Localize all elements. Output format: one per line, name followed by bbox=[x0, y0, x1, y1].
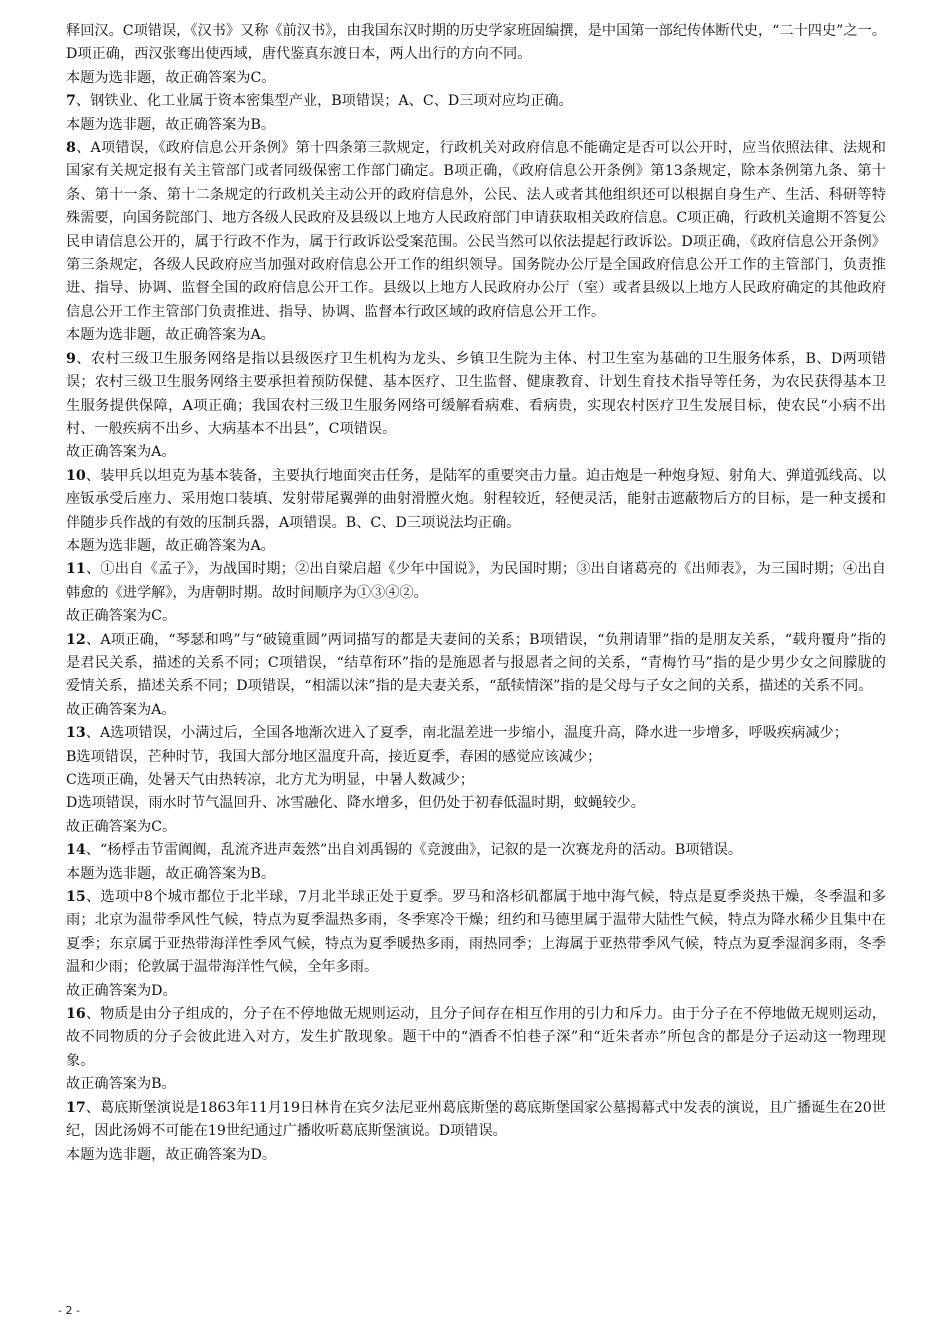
question-explanation-paragraph bbox=[66, 839, 886, 862]
answer-paragraph bbox=[66, 863, 886, 886]
question-explanation-paragraph bbox=[66, 348, 886, 442]
answer-paragraph bbox=[66, 605, 886, 628]
answer-paragraph bbox=[66, 67, 886, 90]
paragraph-text: 故正确答案为C。 bbox=[66, 608, 177, 625]
paragraph-text: 、A项错误，《政府信息公开条例》第十四条第三款规定，行政机关对政府信息不能确定是否可以公开时，应当依照法律、法规和国家有关规定报有关主管部门或者同级保密工作部门确定。B项正确，《政府信息公开条例》第13条规定，除本条例第九条、第十条、第十一条、第十二条规定的行政机关主动公开的政府信息外，公民、法人或者其他组织还可以根据自身生产、生活、科研等特殊需要，向国务院部门、地方各级人民政府及县级以上地方人民政府部门申请获取相关政府信息。C项正确，行政机关逾期不答复公民申请信息公开的，属于行政不作为，属于行政诉讼受案范围。公民当然可以依法提起行政诉讼。D项正确，《政府信息公开条例》第三条规定，各级人民政府应当加强对政府信息公开工作的组织领导。国务院办公厅是全国政府信息公开工作的主管部门，负责推进、指导、协调、监督全国的政府信息公开工作。县级以上地方人民政府办公厅（室）或者县级以上地方人民政府确定的其他政府信息公开工作主管部门负责推进、指导、协调、监督本行政区域的政府信息公开工作。 bbox=[66, 140, 886, 320]
paragraph-text: 故正确答案为B。 bbox=[66, 1076, 176, 1093]
paragraph-text: 、选项中8个城市都位于北半球，7月北半球正处于夏季。罗马和洛杉矶都属于地中海气候，特点是夏季炎热干燥，冬季温和多雨；北京为温带季风性气候，特点为夏季温热多雨，冬季寒冷干燥；纽约和马德里属于温带大陆性气候，特点为降水稀少且集中在夏季；东京属于亚热带海洋性季风气候，特点为夏季暖热多雨，雨热同季；上海属于亚热带季风气候，特点为夏季湿润多雨，冬季温和少雨；伦敦属于温带海洋性气候，全年多雨。 bbox=[66, 889, 886, 976]
question-number: 13 bbox=[66, 725, 86, 742]
question-number: 9 bbox=[66, 350, 76, 367]
answer-paragraph bbox=[66, 441, 886, 464]
paragraph-text: 本题为选非题，故正确答案为D。 bbox=[66, 1146, 277, 1163]
paragraph-text: 、装甲兵以坦克为基本装备，主要执行地面突击任务，是陆军的重要突击力量。迫击炮是一种炮身短、射角大、弹道弧线高、以座钣承受后座力、采用炮口装填、发射带尾翼弹的曲射滑膛火炮。射程较近，轻便灵活，能射击遮蔽物后方的目标，是一种支援和伴随步兵作战的有效的压制兵器，A项错误。B、C、D三项说法均正确。 bbox=[66, 467, 886, 531]
paragraph-text: D选项错误，雨水时节气温回升、冰雪融化、降水增多，但仍处于初春低温时期，蚊蝇较少。 bbox=[66, 795, 645, 812]
question-number: 7 bbox=[66, 93, 76, 110]
paragraph-text: 、A选项错误，小满过后，全国各地渐次进入了夏季，南北温差进一步缩小，温度升高，降水进一步增多，呼吸疾病减少； bbox=[85, 725, 848, 742]
answer-paragraph bbox=[66, 792, 886, 815]
paragraph-text: 故正确答案为A。 bbox=[66, 444, 176, 461]
paragraph-text: 、葛底斯堡演说是1863年11月19日林肯在宾夕法尼亚州葛底斯堡的葛底斯堡国家公墓揭幕式中发表的演说，且广播诞生在20世纪，因此汤姆不可能在19世纪通过广播收听葛底斯堡演说。D项错误。 bbox=[66, 1099, 886, 1140]
question-explanation-paragraph bbox=[66, 90, 886, 113]
question-number: 10 bbox=[66, 467, 86, 484]
paragraph-text: B选项错误，芒种时节，我国大部分地区温度升高，接近夏季，春困的感觉应该减少； bbox=[66, 748, 602, 765]
paragraph-text: 、A项正确，“琴瑟和鸣”与“破镜重圆”两词描写的都是夫妻间的关系；B项错误，“负荆请罪”指的是朋友关系，“载舟覆舟”指的是君民关系，描述的关系不同；C项错误，“结草衔环”指的是施恩者与报恩者之间的关系，“青梅竹马”指的是少男少女之间朦胧的爱情关系，描述关系不同；D项错误，“相濡以沫”指的是夫妻关系，“舐犊情深”指的是父母与子女之间的关系，描述的关系不同。 bbox=[66, 631, 886, 695]
paragraph-text: 故正确答案为C。 bbox=[66, 818, 177, 835]
question-number: 8 bbox=[66, 140, 76, 157]
answer-paragraph bbox=[66, 324, 886, 347]
question-number: 12 bbox=[66, 631, 86, 648]
answer-paragraph bbox=[66, 1144, 886, 1167]
question-explanation-paragraph bbox=[66, 137, 886, 324]
question-number: 14 bbox=[66, 842, 86, 859]
paragraph-text: 释回汉。C项错误，《汉书》又称《前汉书》，由我国东汉时期的历史学家班固编撰，是中国第一部纪传体断代史，“二十四史”之一。D项正确，西汉张骞出使西域，唐代鉴真东渡日本，两人出行的方向不同。 bbox=[66, 23, 886, 63]
answer-paragraph bbox=[66, 535, 886, 558]
paragraph-text: 本题为选非题，故正确答案为A。 bbox=[66, 327, 275, 344]
question-number: 17 bbox=[66, 1099, 86, 1116]
question-explanation-paragraph bbox=[66, 1097, 886, 1144]
answer-paragraph bbox=[66, 980, 886, 1003]
answer-paragraph bbox=[66, 816, 886, 839]
paragraph-text: C选项正确，处暑天气由热转凉，北方尤为明显，中暑人数减少； bbox=[66, 772, 475, 788]
answer-paragraph bbox=[66, 114, 886, 137]
answer-paragraph bbox=[66, 699, 886, 722]
paragraph-text: 本题为选非题，故正确答案为B。 bbox=[66, 865, 276, 882]
paragraph-text: 、物质是由分子组成的，分子在不停地做无规则运动，且分子间存在相互作用的引力和斥力。由于分子在不停地做无规则运动，故不同物质的分子会彼此进入对方，发生扩散现象。题干中的“酒香不怕巷子深”和“近朱者赤”所包含的都是分子运动这一物理现象。 bbox=[66, 1006, 886, 1069]
question-number: 16 bbox=[66, 1006, 86, 1023]
question-number: 11 bbox=[66, 561, 86, 578]
question-explanation-paragraph bbox=[66, 1003, 886, 1073]
paragraph-text: 、①出自《孟子》，为战国时期；②出自梁启超《少年中国说》，为民国时期；③出自诸葛亮的《出师表》，为三国时期；④出自韩愈的《进学解》，为唐朝时期。故时间顺序为①③④②。 bbox=[66, 561, 886, 601]
answer-paragraph bbox=[66, 746, 886, 769]
paragraph-text: 、“杨桴击节雷阗阗，乱流齐进声轰然”出自刘禹锡的《竞渡曲》，记叙的是一次赛龙舟的活动。B项错误。 bbox=[85, 842, 743, 859]
paragraph-text: 、农村三级卫生服务网络是指以县级医疗卫生机构为龙头、乡镇卫生院为主体、村卫生室为基础的卫生服务体系，B、D两项错误；农村三级卫生服务网络主要承担着预防保健、基本医疗、卫生监督、健康教育、计划生育技术指导等任务，为农民获得基本卫生服务提供保障，A项正确；我国农村三级卫生服务网络可缓解看病难、看病贵，实现农村医疗卫生发展目标，使农民“小病不出村、一般疾病不出乡、大病基本不出县”，C项错误。 bbox=[66, 350, 886, 437]
paragraph-text: 、钢铁业、化工业属于资本密集型产业，B项错误；A、C、D三项对应均正确。 bbox=[75, 93, 573, 110]
answer-explanations bbox=[66, 20, 886, 1167]
question-explanation-paragraph bbox=[66, 886, 886, 980]
paragraph-text: 本题为选非题，故正确答案为A。 bbox=[66, 537, 275, 554]
answer-paragraph bbox=[66, 20, 886, 67]
paragraph-text: 故正确答案为A。 bbox=[66, 701, 176, 718]
question-explanation-paragraph bbox=[66, 629, 886, 699]
question-explanation-paragraph bbox=[66, 558, 886, 605]
answer-paragraph bbox=[66, 769, 886, 792]
paragraph-text: 本题为选非题，故正确答案为B。 bbox=[66, 116, 276, 133]
paragraph-text: 故正确答案为D。 bbox=[66, 982, 177, 999]
question-explanation-paragraph bbox=[66, 722, 886, 745]
question-explanation-paragraph bbox=[66, 465, 886, 535]
page-number: - 2 - bbox=[58, 1304, 80, 1317]
question-number: 15 bbox=[66, 889, 86, 906]
answer-paragraph bbox=[66, 1073, 886, 1096]
paragraph-text: 本题为选非题，故正确答案为C。 bbox=[66, 69, 276, 86]
